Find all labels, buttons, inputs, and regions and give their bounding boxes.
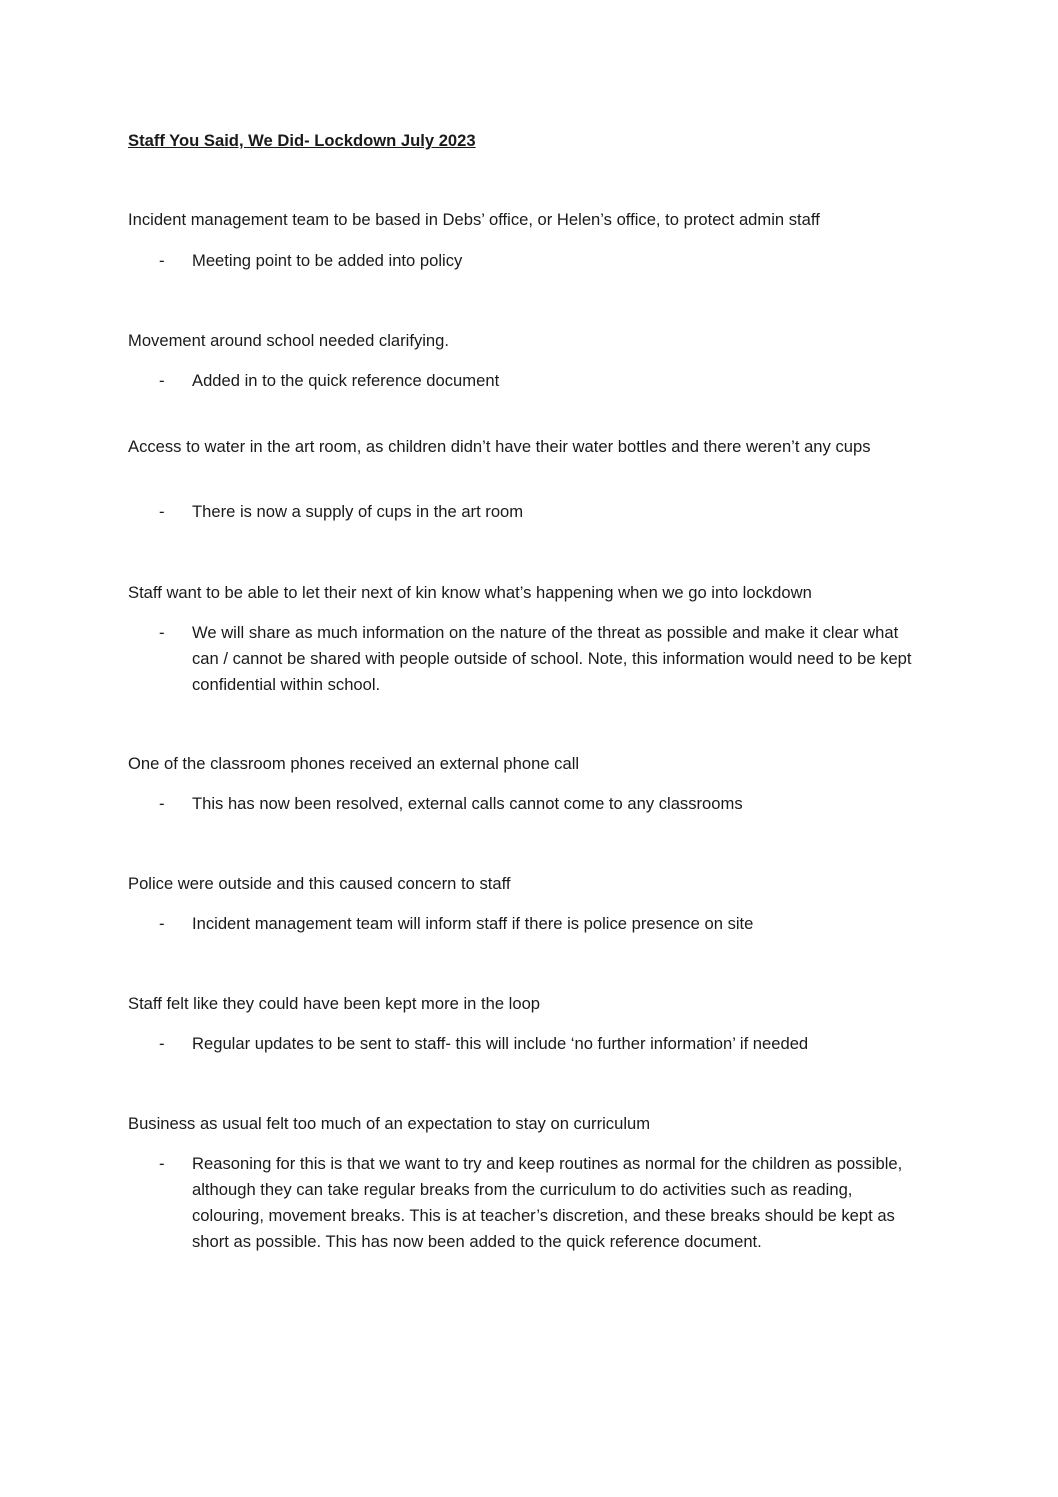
document-title: Staff You Said, We Did- Lockdown July 2023 [128, 131, 476, 150]
action-text: We will share as much information on the nature of the threat as possible and make it clear what can / cannot be shared with people outside of school. Note, this information would need to be kept confidential within school. [192, 623, 912, 694]
bullet-dash: - [159, 502, 165, 521]
bullet-dash: - [159, 251, 165, 270]
staff-comment: Access to water in the art room, as children didn’t have their water bottles and there weren’t any cups [128, 437, 871, 456]
action-taken [128, 248, 928, 274]
staff-comment: Incident management team to be based in Debs’ office, or Helen’s office, to protect admin staff [128, 210, 820, 229]
staff-comment: Movement around school needed clarifying. [128, 331, 450, 350]
action-text: Reasoning for this is that we want to try and keep routines as normal for the children as possible, although they can take regular breaks from the curriculum to do activities such as reading, colouring, movement breaks. This is at teacher’s discretion, and these breaks should be kept as short as possible. This has now been added to the quick reference document. [192, 1154, 903, 1251]
bullet-dash: - [159, 371, 165, 390]
action-taken [128, 620, 928, 698]
staff-comment: Business as usual felt too much of an expectation to stay on curriculum [128, 1114, 651, 1133]
action-text: There is now a supply of cups in the art room [192, 502, 524, 521]
action-text: Incident management team will inform staff if there is police presence on site [192, 914, 754, 933]
staff-comment: Staff felt like they could have been kept more in the loop [128, 994, 541, 1013]
action-taken [128, 911, 928, 937]
action-text: Regular updates to be sent to staff- this will include ‘no further information’ if needed [192, 1034, 809, 1053]
staff-comment: Police were outside and this caused concern to staff [128, 874, 511, 893]
action-text: Meeting point to be added into policy [192, 251, 463, 270]
staff-comment: One of the classroom phones received an external phone call [128, 754, 580, 773]
staff-comment: Staff want to be able to let their next of kin know what’s happening when we go into lockdown [128, 583, 812, 602]
bullet-dash: - [159, 1154, 165, 1173]
action-taken [128, 1151, 928, 1255]
bullet-dash: - [159, 794, 165, 813]
action-text: Added in to the quick reference document [192, 371, 500, 390]
action-taken [128, 368, 928, 394]
action-taken [128, 499, 928, 525]
action-text: This has now been resolved, external calls cannot come to any classrooms [192, 794, 743, 813]
bullet-dash: - [159, 623, 165, 642]
action-taken [128, 1031, 928, 1057]
action-taken [128, 791, 928, 817]
bullet-dash: - [159, 1034, 165, 1053]
bullet-dash: - [159, 914, 165, 933]
